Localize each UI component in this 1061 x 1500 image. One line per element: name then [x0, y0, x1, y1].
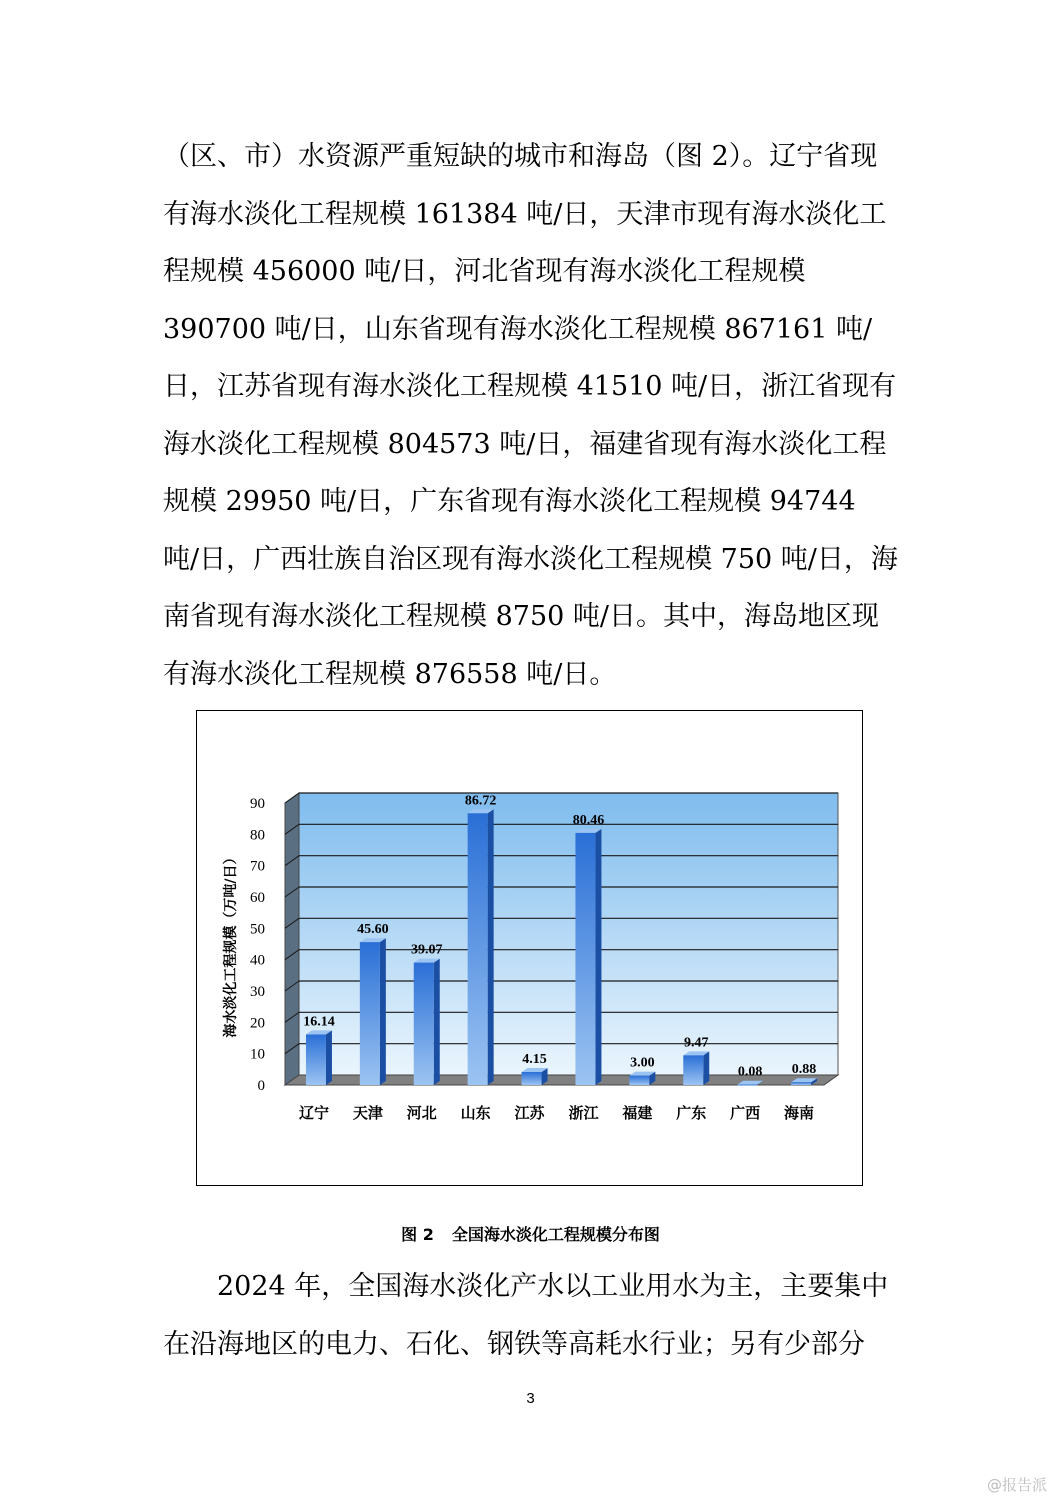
- page-number: 3: [526, 1390, 535, 1407]
- bar: [522, 1072, 542, 1085]
- y-axis-title: 海水淡化工程规模（万吨/日）: [223, 850, 239, 1038]
- x-category-label: 河北: [406, 1104, 437, 1122]
- bar-side: [703, 1051, 709, 1085]
- bar-chart: [197, 711, 864, 1187]
- data-label: 86.72: [464, 793, 497, 809]
- y-tick-label: 10: [250, 1046, 265, 1063]
- data-label: 80.46: [572, 812, 605, 828]
- x-category-label: 辽宁: [298, 1104, 329, 1122]
- x-category-label: 山东: [460, 1104, 491, 1122]
- figure-caption: [0, 1222, 1061, 1245]
- y-tick-label: 50: [250, 921, 265, 938]
- watermark: @报告派: [986, 1476, 1047, 1494]
- data-label: 3.00: [630, 1055, 655, 1071]
- data-label: 4.15: [522, 1051, 547, 1067]
- x-category-label: 广西: [730, 1104, 761, 1122]
- data-label: 39.07: [411, 942, 443, 958]
- x-category-label: 广东: [676, 1104, 707, 1122]
- bar: [414, 963, 434, 1085]
- body-paragraph-1: （区、市）水资源严重短缺的城市和海岛（图 2）。辽宁省现有海水淡化工程规模 161384 吨/日，天津市现有海水淡化工程规模 456000 吨/日，河北省现有海水淡化工程规模 390700 吨/日，山东省现有海水淡化工程规模 867161 吨/日，江苏省现有海水淡化工程规模 41510 吨/日，浙江省现有海水淡化工程规模 804573 吨/日，福建省现有海水淡化工程规模 29950 吨/日，广东省现有海水淡化工程规模 94744 吨/日，广西壮族自治区现有海水淡化工程规模 750 吨/日，海南省现有海水淡化工程规模 8750 吨/日。其中，海岛地区现有海水淡化工程规模 876558 吨/日。: [163, 141, 898, 690]
- bar-side: [434, 959, 440, 1085]
- bar: [575, 833, 595, 1085]
- bar-side: [595, 829, 601, 1085]
- bar: [306, 1034, 326, 1085]
- bar-side: [380, 938, 386, 1085]
- data-label: 0.08: [737, 1064, 763, 1080]
- y-tick-label: 20: [250, 1015, 265, 1032]
- y-tick-label: 80: [250, 827, 265, 844]
- bar-side: [326, 1030, 332, 1085]
- bar: [629, 1076, 649, 1085]
- data-label: 45.60: [357, 922, 389, 938]
- chart-side-wall: [285, 793, 299, 1085]
- y-tick-label: 70: [250, 858, 265, 875]
- bar: [360, 942, 380, 1085]
- figure-caption-text: 全国海水淡化工程规模分布图: [451, 1225, 660, 1244]
- data-label: 9.47: [684, 1035, 709, 1051]
- y-tick-label: 40: [250, 952, 265, 969]
- x-category-label: 天津: [352, 1104, 383, 1122]
- bar: [737, 1085, 757, 1086]
- figure-frame: [196, 710, 863, 1186]
- x-category-label: 海南: [784, 1104, 815, 1122]
- y-tick-label: 60: [250, 890, 265, 906]
- data-label: 16.14: [303, 1014, 335, 1030]
- x-category-label: 江苏: [514, 1104, 545, 1122]
- data-label: 0.88: [791, 1062, 817, 1078]
- bar-side: [488, 809, 494, 1085]
- bar: [468, 813, 488, 1085]
- x-category-label: 浙江: [568, 1104, 599, 1122]
- y-tick-label: 30: [250, 984, 265, 1000]
- figure-number: 图 2: [401, 1225, 434, 1244]
- x-category-label: 福建: [622, 1104, 653, 1122]
- body-paragraph-2: 2024 年，全国海水淡化产水以工业用水为主，主要集中在沿海地区的电力、石化、钢铁等高耗水行业；另有少部分: [163, 1271, 889, 1360]
- bar: [791, 1082, 811, 1085]
- y-tick-label: 90: [250, 796, 265, 812]
- y-tick-label: 0: [257, 1078, 265, 1094]
- bar: [683, 1055, 703, 1085]
